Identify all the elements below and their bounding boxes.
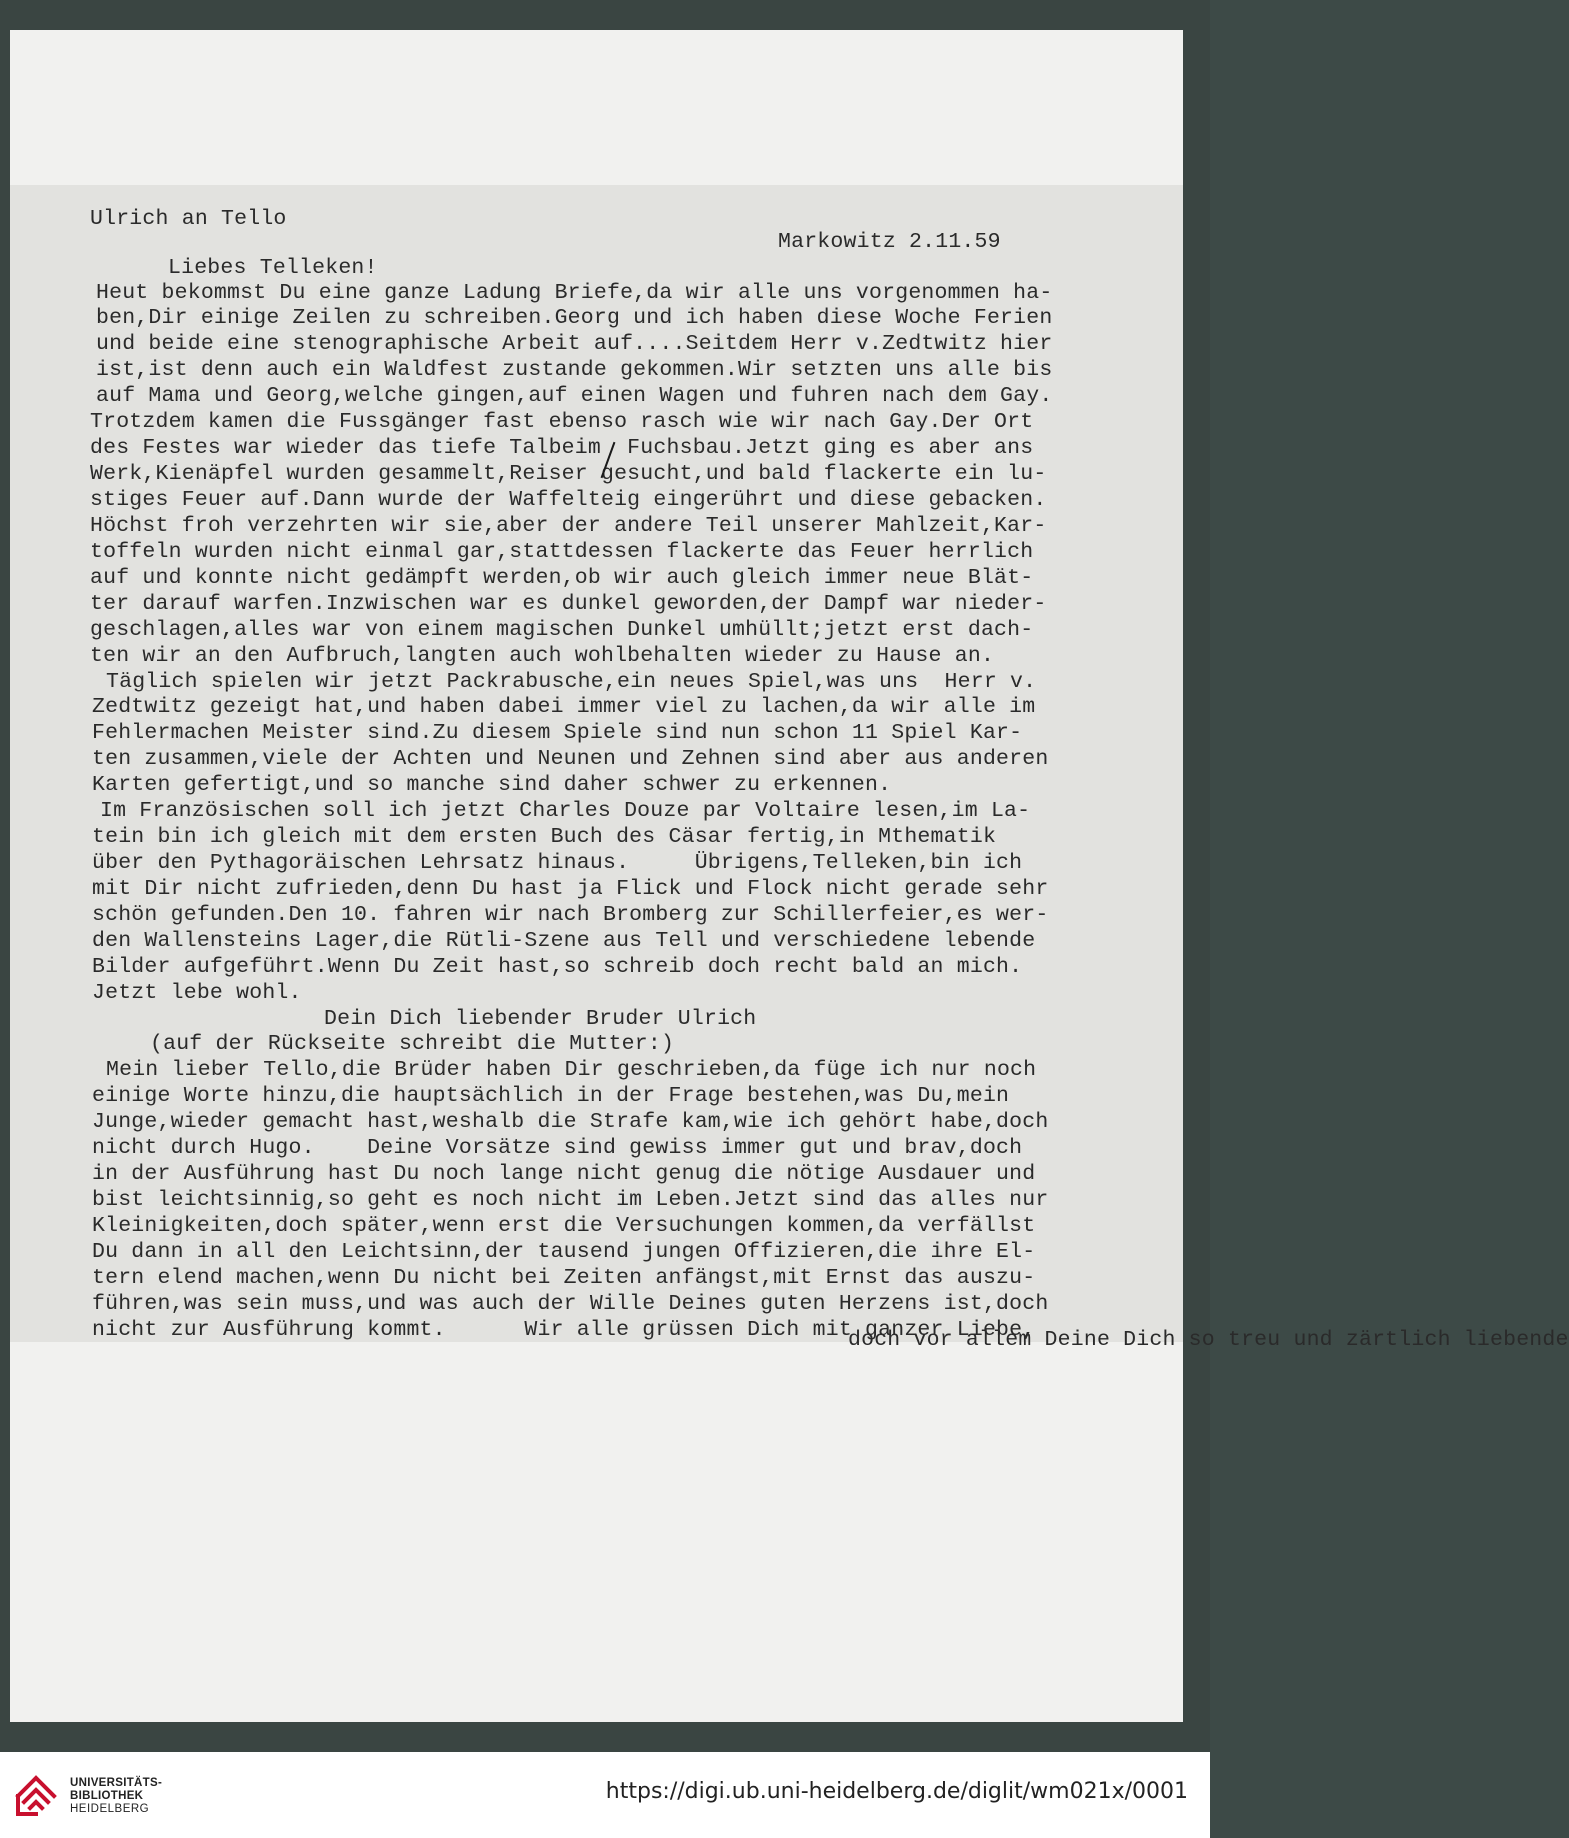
letter-line: Fehlermachen Meister sind.Zu diesem Spiele sind nun schon 11 Spiel Kar- [92,721,1023,745]
letter-line: und beide eine stenographische Arbeit auf....Seitdem Herr v.Zedtwitz hier [96,332,1053,356]
letter-line: auf und konnte nicht gedämpft werden,ob wir auch gleich immer neue Blät- [90,566,1034,590]
typed-letter-area [10,185,1569,1352]
letter-line: ter darauf warfen.Inzwischen war es dunkel geworden,der Dampf war nieder- [90,592,1047,616]
university-library-logo-icon[interactable] [14,1774,58,1818]
letter-signature: Dein Dich liebender Bruder Ulrich [324,1007,757,1031]
letter-line: tein bin ich gleich mit dem ersten Buch des Cäsar fertig,in Mthematik [92,825,997,849]
letter-line: bist leichtsinnig,so geht es noch nicht im Leben.Jetzt sind das alles nur [92,1188,1049,1212]
letter-line: schön gefunden.Den 10. fahren wir nach Bromberg zur Schillerfeier,es wer- [92,903,1049,927]
letter-text [10,185,1569,1352]
document-page [10,30,1569,1722]
letter-line: des Festes war wieder das tiefe Talbeim Fuchsbau.Jetzt ging es aber ans [90,436,1034,460]
letter-line: ist,ist denn auch ein Waldfest zustande gekommen.Wir setzten uns alle bis [96,358,1053,382]
letter-line: einige Worte hinzu,die hauptsächlich in der Frage bestehen,was Du,mein [92,1084,1010,1108]
permalink-url[interactable]: https://digi.ub.uni-heidelberg.de/diglit/wm021x/0001 [605,1779,1188,1804]
letter-line: nicht durch Hugo. Deine Vorsätze sind gewiss immer gut und brav,doch [92,1136,1023,1160]
letter-line: Mein lieber Tello,die Brüder haben Dir geschrieben,da füge ich nur noch [106,1058,1037,1082]
letter-line: Bilder aufgeführt.Wenn Du Zeit hast,so schreib doch recht bald an mich. [92,955,1023,979]
letter-line: doch vor allem Deine Dich so treu und zärtlich liebende [848,1328,1569,1352]
letter-line: den Wallensteins Lager,die Rütli-Szene aus Tell und verschiedene lebende [92,929,1036,953]
letter-line: Werk,Kienäpfel wurden gesammelt,Reiser gesucht,und bald flackerte ein lu- [90,462,1047,486]
letter-line: Höchst froh verzehrten wir sie,aber der andere Teil unserer Mahlzeit,Kar- [90,514,1047,538]
letter-line: Im Französischen soll ich jetzt Charles Douze par Voltaire lesen,im La- [100,799,1031,823]
letter-place-date: Markowitz 2.11.59 [778,230,1001,254]
letter-line: ten zusammen,viele der Achten und Neunen und Zehnen sind aber aus anderen [92,747,1049,771]
library-name-line2: BIBLIOTHEK [70,1790,144,1802]
letter-line: mit Dir nicht zufrieden,denn Du hast ja Flick und Flock nicht gerade sehr [92,877,1049,901]
letter-line: ten wir an den Aufbruch,langten auch wohlbehalten wieder zu Hause an. [90,644,995,668]
library-name-line1: UNIVERSITÄTS- [70,1777,163,1789]
letter-line: geschlagen,alles war von einem magischen Dunkel umhüllt;jetzt erst dach- [90,618,1034,642]
letter-line: nicht zur Ausführung kommt. Wir alle grüssen Dich mit ganzer Liebe, [92,1318,1036,1342]
letter-line: ben,Dir einige Zeilen zu schreiben.Georg und ich haben diese Woche Ferien [96,306,1053,330]
letter-line: Täglich spielen wir jetzt Packrabusche,ein neues Spiel,was uns Herr v. [106,670,1037,694]
letter-note: (auf der Rückseite schreibt die Mutter:) [150,1032,675,1056]
letter-line: stiges Feuer auf.Dann wurde der Waffelteig eingerührt und diese gebacken. [90,488,1047,512]
library-name-line3: HEIDELBERG [70,1803,150,1815]
letter-line: über den Pythagoräischen Lehrsatz hinaus. Übrigens,Telleken,bin ich [92,851,1023,875]
letter-line: führen,was sein muss,und was auch der Wille Deines guten Herzens ist,doch [92,1292,1049,1316]
footer-bar [0,1752,1210,1838]
letter-line: toffeln wurden nicht einmal gar,stattdessen flackerte das Feuer herrlich [90,540,1034,564]
letter-line: Jetzt lebe wohl. [92,981,302,1005]
letter-line: auf Mama und Georg,welche gingen,auf einen Wagen und fuhren nach dem Gay. [96,384,1053,408]
letter-line: Du dann in all den Leichtsinn,der tausend jungen Offizieren,die ihre El- [92,1240,1036,1264]
letter-heading: Ulrich an Tello [90,207,287,231]
letter-line: Heut bekommst Du eine ganze Ladung Briefe,da wir alle uns vorgenommen ha- [96,281,1053,305]
letter-line: Karten gefertigt,und so manche sind daher schwer zu erkennen. [92,773,892,797]
library-name [70,1777,162,1816]
letter-line: in der Ausführung hast Du noch lange nicht genug die nötige Ausdauer und [92,1162,1036,1186]
letter-line: tern elend machen,wenn Du nicht bei Zeiten anfängst,mit Ernst das auszu- [92,1266,1036,1290]
letter-line: Liebes Telleken! [168,256,378,280]
letter-line: Zedtwitz gezeigt hat,und haben dabei immer viel zu lachen,da wir alle im [92,695,1036,719]
letter-line: Kleinigkeiten,doch später,wenn erst die Versuchungen kommen,da verfällst [92,1214,1036,1238]
letter-line: Trotzdem kamen die Fussgänger fast ebenso rasch wie wir nach Gay.Der Ort [90,410,1034,434]
letter-line: Junge,wieder gemacht hast,weshalb die Strafe kam,wie ich gehört habe,doch [92,1110,1049,1134]
